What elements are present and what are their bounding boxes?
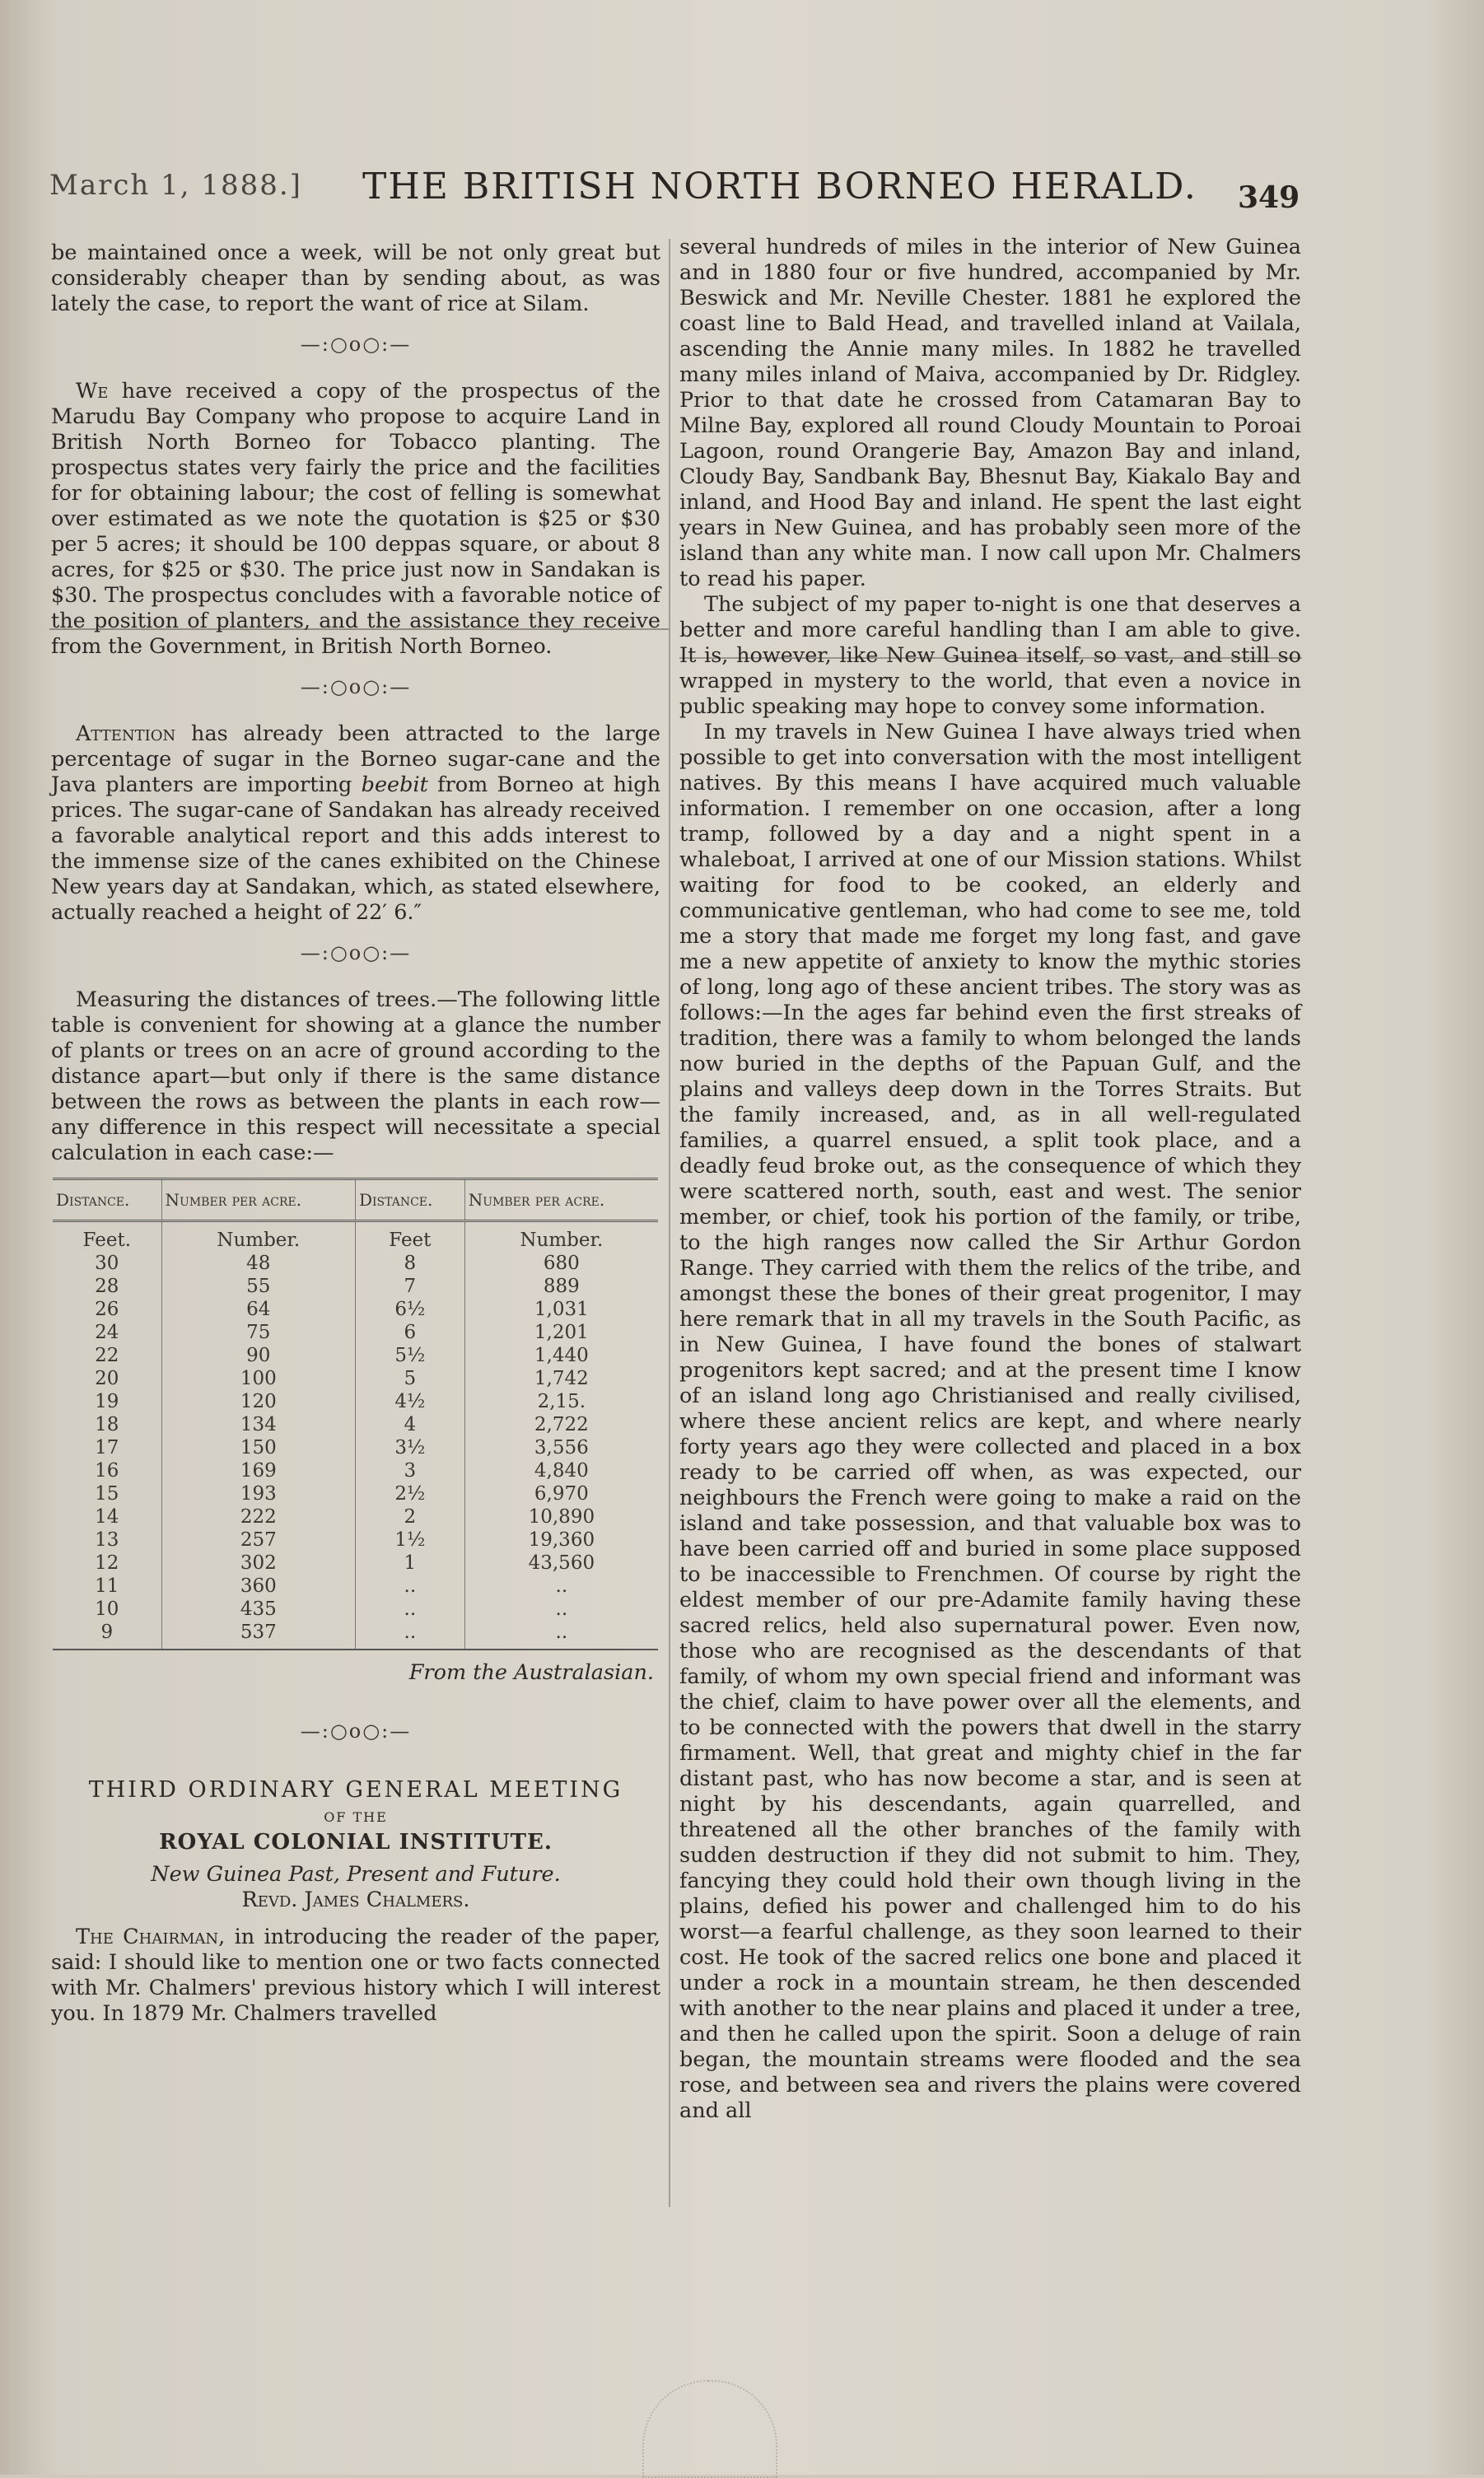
- right-column: [679, 235, 1301, 2124]
- table-row: [53, 1275, 658, 1298]
- table-cell: 13: [53, 1528, 161, 1552]
- table-row: [53, 1505, 658, 1528]
- section-divider: —:○o○:—: [300, 333, 412, 356]
- table-cell: 64: [161, 1298, 355, 1321]
- table-cell: 3½: [355, 1436, 464, 1459]
- table-cell: ..: [355, 1598, 464, 1621]
- column-header: Number per acre.: [464, 1179, 658, 1221]
- table-cell: 17: [53, 1436, 161, 1459]
- lead-word: Attention: [76, 721, 176, 746]
- page-header: [49, 166, 1300, 218]
- table-cell: 889: [543, 1276, 580, 1297]
- table-cell: 6½: [355, 1298, 464, 1321]
- table-cell: 680: [543, 1253, 580, 1274]
- table-cell: 120: [161, 1390, 355, 1413]
- table-cell: 169: [161, 1459, 355, 1482]
- table-row: [53, 1413, 658, 1436]
- table-cell: 302: [161, 1552, 355, 1575]
- table-cell: 16: [53, 1459, 161, 1482]
- table-cell: 28: [53, 1275, 161, 1298]
- table-cell: 193: [161, 1482, 355, 1505]
- paragraph: be maintained once a week, will be not only great but considerably cheaper than by sending about, as was lately the case, to report the want of rice at Silam.: [51, 240, 660, 316]
- table-row: [53, 1321, 658, 1344]
- table-cell: 6,970: [534, 1483, 589, 1505]
- table-row: [53, 1344, 658, 1367]
- table-cell: 26: [53, 1298, 161, 1321]
- paragraph: [51, 1925, 660, 2027]
- page-number: 349: [1238, 180, 1300, 215]
- table-cell: 100: [161, 1367, 355, 1390]
- tree-distance-table: [53, 1178, 658, 1650]
- table-cell: 1: [355, 1552, 464, 1575]
- column-header: Number per acre.: [161, 1179, 355, 1221]
- table-row: [53, 1575, 658, 1598]
- source-credit: From the Australasian.: [408, 1660, 654, 1685]
- table-row: [53, 1298, 658, 1321]
- table-cell: 2: [355, 1505, 464, 1528]
- table-cell: 150: [161, 1436, 355, 1459]
- table-cell: 20: [53, 1367, 161, 1390]
- table-cell: 257: [161, 1528, 355, 1552]
- table-cell: 18: [53, 1413, 161, 1436]
- table-cell: 8: [355, 1252, 464, 1275]
- table-cell: 1,201: [534, 1322, 589, 1343]
- table-header-row: [53, 1179, 658, 1221]
- table-cell: 90: [161, 1344, 355, 1367]
- table-units-row: [53, 1221, 658, 1253]
- table-cell: 9: [53, 1621, 161, 1650]
- lead-word: The Chairman,: [76, 1925, 226, 1949]
- unit-label: Number.: [520, 1230, 604, 1251]
- table-cell: ..: [555, 1598, 568, 1620]
- table-cell: 4,840: [534, 1460, 589, 1482]
- unit-label: Feet.: [53, 1221, 161, 1253]
- column-header: Distance.: [355, 1179, 464, 1221]
- unit-label: Number.: [161, 1221, 355, 1253]
- table-cell: 30: [53, 1252, 161, 1275]
- table-cell: ..: [355, 1575, 464, 1598]
- paragraph: [51, 721, 660, 926]
- table-cell: 3: [355, 1459, 464, 1482]
- table-cell: 11: [53, 1575, 161, 1598]
- section-divider: —:○o○:—: [300, 675, 412, 698]
- table-row: [53, 1459, 658, 1482]
- table-cell: 19,360: [528, 1529, 595, 1551]
- table-cell: 222: [161, 1505, 355, 1528]
- table-cell: 4: [355, 1413, 464, 1436]
- paper-subtitle: New Guinea Past, Present and Future.: [151, 1862, 561, 1887]
- table-cell: 10: [53, 1598, 161, 1621]
- paragraph: In my travels in New Guinea I have always tried when possible to get into conversation with the most intelligent natives. By this means I have acquired much valuable information. I remember on one occasion, after a long tramp, followed by a day and a night spent in a whaleboat, I arrived at one of our Mission stations. Whilst waiting for food to be cooked, an elderly and communicative gentleman, who had come to see me, told me a story that made me forget my long fast, and gave me a new appetite of anxiety to know the mythic stories of long, long ago of these ancient tribes. The story was as follows:—In the ages far behind even the first streaks of tradition, there was a family to whom belonged the lands now buried in the depths of the Papuan Gulf, and the plains and valleys deep down in the Torres Straits. But the family increased, and, as in all well-regulated families, a quarrel ensued, a split took place, and a deadly feud broke out, as the consequence of which they were scattered north, south, east and west. The senior member, or chief, took his portion of the family, or tribe, to the high ranges now called the Sir Arthur Gordon Range. They carried with them the relics of the tribe, and amongst these the bones of their great progenitor, I may here remark that in all my travels in the South Pacific, as in New Guinea, I have found the bones of stalwart progenitors kept sacred; and at the present time I know of an island long ago Christianised and really civilised, where these ancient relics are kept, and where nearly forty years ago they were collected and placed in a box ready to be carried off when, as was expected, our neighbours the French were going to make a raid on the island and take possession, and that valuable box was to have been carried off and buried in some place supposed to be inaccessible to Frenchmen. Of course by right the eldest member of our pre-Adamite family having these sacred relics, held also supernatural power. Even now, those who are recognised as the descendants of that family, of whom my own special friend and informant was the chief, claim to have power over all the elements, and to be connected with the powers that dwell in the starry firmament. Well, that great and mighty chief in the far distant past, who has now become a star, and is seen at night by his descendants, again quarrelled, and threatened all the other branches of the family with sudden destruction if they did not submit to him. They, fancying they could hold their own though living in the plains, defied his power and challenged him to do his worst—a fearful challenge, as they soon learned to their cost. He took of the sacred relics one bone and placed it under a rock in a mountain stream, he then descended with another to the near plains and placed it under a tree, and then he called upon the spirit. Soon a deluge of rain began, the mountain streams were flooded and the sea rose, and between sea and rivers the plains were covered and all: [679, 720, 1301, 2123]
- table-cell: 2,722: [534, 1414, 589, 1435]
- table-cell: 360: [161, 1575, 355, 1598]
- meeting-title: THIRD ORDINARY GENERAL MEETING: [88, 1777, 623, 1803]
- column-header: Distance.: [53, 1179, 161, 1221]
- table-cell: 134: [161, 1413, 355, 1436]
- table-cell: 10,890: [528, 1506, 595, 1528]
- table-cell: 22: [53, 1344, 161, 1367]
- paragraph-text: have received a copy of the prospectus of the Marudu Bay Company who propose to acquire Land in British North Borneo for Tobacco planting. The prospectus states very fairly the price and the facilities for for obtaining labour; the cost of felling is somewhat over estimated as we note the quotation is $25 or $30 per 5 acres; it should be 100 deppas square, or about 8 acres, for $25 or $30. The price just now in Sandakan is $30. The prospectus concludes with a favorable notice of the position of planters, and the assistance they receive from the Government, in British North Borneo.: [51, 379, 660, 659]
- table-row: [53, 1621, 658, 1650]
- paragraph: Measuring the distances of trees.—The following little table is convenient for showing at a glance the number of plants or trees on an acre of ground according to the distance apart—but only if there is the same distance between the rows as between the plants in each row—any difference in this respect will necessitate a special calculation in each case:—: [51, 987, 660, 1165]
- table-cell: 1,031: [534, 1299, 589, 1320]
- table-cell: 5: [355, 1367, 464, 1390]
- table-cell: ..: [355, 1621, 464, 1650]
- table-row: [53, 1598, 658, 1621]
- table-cell: 3,556: [534, 1437, 589, 1458]
- italic-word: beebit: [361, 772, 428, 797]
- paragraph-text: in introducing the reader of the paper, said: I should like to mention one or two facts connected with Mr. Chalmers' previous history which I will interest you. In 1879 Mr. Chalmers travelled: [51, 1925, 661, 2026]
- paper-author: Revd. James Chalmers.: [241, 1888, 470, 1912]
- issue-date: March 1, 1888.]: [49, 169, 302, 202]
- table-cell: 537: [161, 1621, 355, 1650]
- newspaper-title: THE BRITISH NORTH BORNEO HERALD.: [362, 166, 1197, 208]
- meeting-institute: ROYAL COLONIAL INSTITUTE.: [159, 1830, 553, 1855]
- table-cell: 4½: [355, 1390, 464, 1413]
- table-row: [53, 1528, 658, 1552]
- table-cell: 1½: [355, 1528, 464, 1552]
- table-cell: 75: [161, 1321, 355, 1344]
- table-cell: 7: [355, 1275, 464, 1298]
- table-row: [53, 1390, 658, 1413]
- table-cell: 14: [53, 1505, 161, 1528]
- library-stamp: [642, 2380, 777, 2478]
- paragraph-text: from Borneo at high prices. The sugar-cane of Sandakan has already received a favorable analytical report and this adds interest to the immense size of the canes exhibited on the Chinese New years day at Sandakan, which, as stated elsewhere, actually reached a height of 22′ 6.″: [51, 772, 660, 925]
- meeting-of: OF THE: [324, 1809, 388, 1825]
- table-cell: 15: [53, 1482, 161, 1505]
- table-cell: 1,440: [534, 1345, 589, 1366]
- table-row: [53, 1482, 658, 1505]
- table-row: [53, 1367, 658, 1390]
- table-cell: 55: [161, 1275, 355, 1298]
- table-cell: 6: [355, 1321, 464, 1344]
- table-cell: 43,560: [528, 1552, 595, 1574]
- table-cell: 48: [161, 1252, 355, 1275]
- table-cell: 12: [53, 1552, 161, 1575]
- table-cell: 2,15.: [537, 1391, 586, 1412]
- table-cell: ..: [464, 1621, 658, 1650]
- paragraph: several hundreds of miles in the interior of New Guinea and in 1880 four or five hundred, accompanied by Mr. Beswick and Mr. Neville Chester. 1881 he explored the coast line to Bald Head, and travelled inland at Vailala, ascending the Annie many miles. In 1882 he travelled many miles inland of Maiva, accompanied by Dr. Ridgley. Prior to that date he crossed from Catamaran Bay to Milne Bay, explored all round Cloudy Mountain to Poroai Lagoon, round Orangerie Bay, Amazon Bay and inland, Cloudy Bay, Sandbank Bay, Bhesnut Bay, Kiakalo Bay and inland, and Hood Bay and inland. He spent the last eight years in New Guinea, and has probably seen more of the island than any white man. I now call upon Mr. Chalmers to read his paper.: [679, 235, 1301, 591]
- table-cell: 2½: [355, 1482, 464, 1505]
- paragraph: The subject of my paper to-night is one that deserves a better and more careful handling than I am able to give. It is, however, like New Guinea itself, so vast, and still so wrapped in mystery to the world, that even a novice in public speaking may hope to convey some information.: [679, 592, 1301, 719]
- table-cell: 5½: [355, 1344, 464, 1367]
- table-row: [53, 1436, 658, 1459]
- table-cell: ..: [555, 1575, 568, 1597]
- unit-label: Feet: [355, 1221, 464, 1253]
- paragraph-text: has already been attracted to the large percentage of sugar in the Borneo sugar-cane and the Java planters are importing: [51, 721, 660, 797]
- table-cell: 19: [53, 1390, 161, 1413]
- table-cell: 24: [53, 1321, 161, 1344]
- lead-word: We: [76, 379, 109, 404]
- table-row: [53, 1552, 658, 1575]
- section-divider: —:○o○:—: [300, 1720, 412, 1743]
- table-row: [53, 1252, 658, 1275]
- section-divider: —:○o○:—: [300, 941, 412, 964]
- column-rule: [669, 239, 670, 2207]
- left-column: [51, 240, 660, 2027]
- table-cell: 1,742: [534, 1368, 589, 1389]
- table-cell: 435: [161, 1598, 355, 1621]
- paragraph: [51, 379, 660, 660]
